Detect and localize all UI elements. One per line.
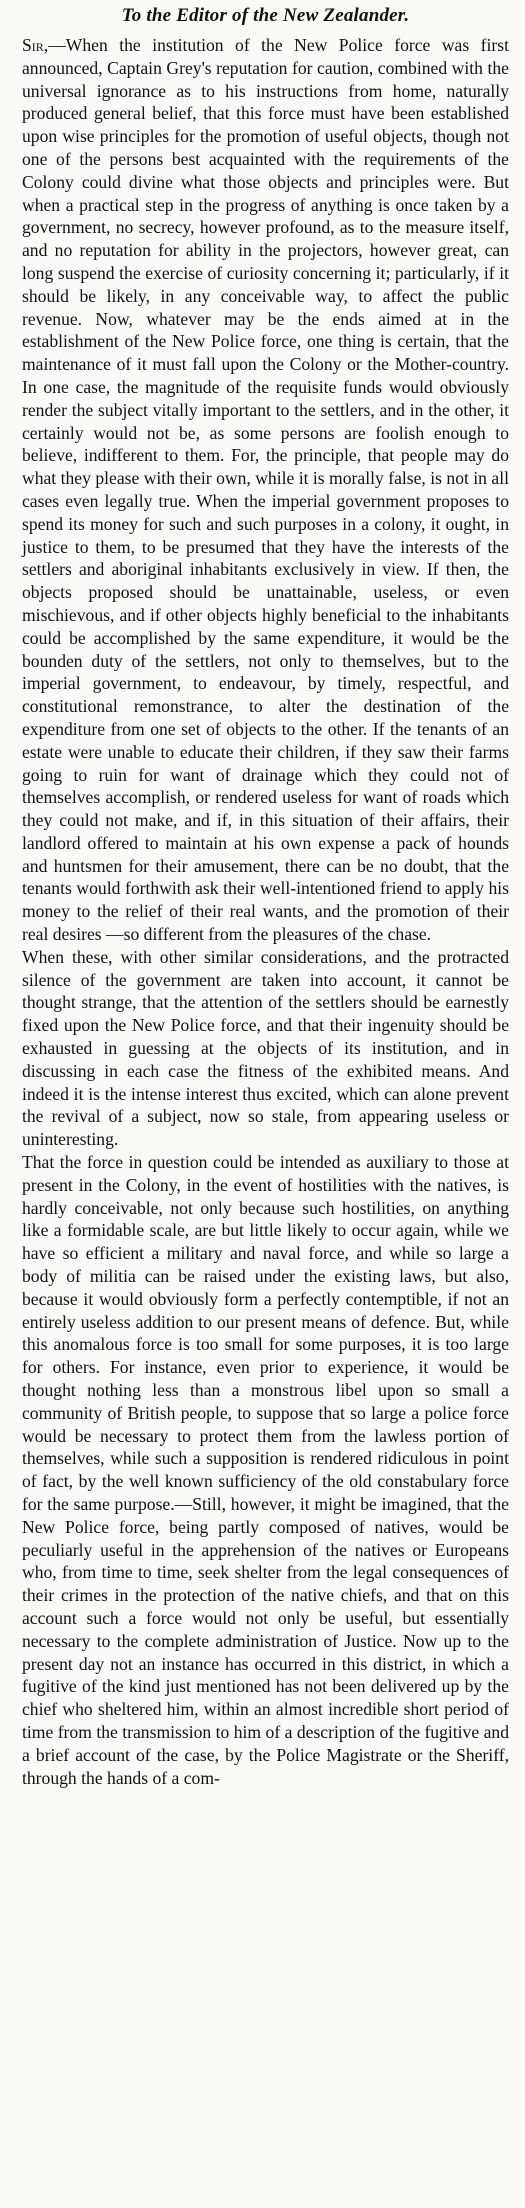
letter-paragraph-1: [22, 34, 509, 946]
paragraph-1-text: —When the institution of the New Police force was first announced, Captain Grey's reputation for caution, combined with the universal ignorance as to his instructions from home, naturally produced general belief, that this force must have been established upon wise principles for the promotion of useful objects, though not one of the persons best acquainted with the requirements of the Colony could divine what those objects and principles were. But when a practical step in the progress of anything is once taken by a government, no secrecy, however profound, as to the measure itself, and no reputation for ability in the projectors, however great, can long suspend the exercise of curiosity concerning it; particularly, if it should be likely, in any conceivable way, to affect the public revenue. Now, whatever may be the ends aimed at in the establishment of the New Police force, one thing is certain, that the maintenance of it must fall upon the Colony or the Mother-country. In one case, the magnitude of the requisite funds would obviously render the subject vitally important to the settlers, and in the other, it certainly would not be, as some persons are foolish enough to believe, indifferent to them. For, the principle, that people may do what they please with their own, while it is morally false, is not in all cases even legally true. When the imperial government proposes to spend its money for such and such purposes in a colony, it ought, in justice to them, to be presumed that they have the interests of the settlers and aboriginal inhabitants exclusively in view. If then, the objects proposed should be unattainable, useless, or even mischievous, and if other objects highly beneficial to the inhabitants could be accomplished by the same expenditure, it would be the bounden duty of the settlers, not only to themselves, but to the imperial government, to endeavour, by timely, respectful, and constitutional remonstrance, to alter the destination of the expenditure from one set of objects to the other. If the tenants of an estate were unable to educate their children, if they saw their farms going to ruin for want of drainage which they could not of themselves accomplish, or rendered useless for want of roads which they could not make, and if, in this situation of their affairs, their landlord offered to maintain at his own expense a pack of hounds and huntsmen for their amusement, there can be no doubt, that the tenants would forthwith ask their well-intentioned friend to apply his money to the relief of their real wants, and the promotion of their real desires —so different from the pleasures of the chase.: [22, 35, 509, 945]
letter-heading: To the Editor of the New Zealander.: [121, 5, 410, 26]
letter-paragraph-2: When these, with other similar considerations, and the protracted silence of the government are taken into account, it cannot be thought strange, that the attention of the settlers should be earnestly fixed upon the New Police force, and that their ingenuity should be exhausted in guessing at the objects of its institution, and in discussing in each case the fitness of the exhibited means. And indeed it is the intense interest thus excited, which can alone prevent the revival of a subject, now so stale, from appearing useless or uninteresting.: [22, 946, 509, 1150]
salutation: Sir,: [22, 35, 49, 55]
letter-paragraph-3: That the force in question could be intended as auxiliary to those at present in the Colony, in the event of hostilities with the natives, is hardly conceivable, not only because such hostilities, on anything like a formidable scale, are but little likely to occur again, while we have so efficient a military and naval force, and while so large a body of militia can be raised under the existing laws, but also, because it would obviously form a perfectly contemptible, if not an entirely useless addition to our present means of defence. But, while this anomalous force is too small for some purposes, it is too large for others. For instance, even prior to experience, it would be thought nothing less than a monstrous libel upon so small a community of British people, to suppose that so large a police force would be necessary to protect them from the lawless portion of themselves, while such a supposition is rendered ridiculous in point of fact, by the well known sufficiency of the old constabulary force for the same purpose.—Still, however, it might be imagined, that the New Police force, being partly composed of natives, would be peculiarly useful in the apprehension of the natives or Europeans who, from time to time, seek shelter from the legal consequences of their crimes in the protection of the native chiefs, and that on this account such a force would not only be useful, but essentially necessary to the complete administration of Justice. Now up to the present day not an instance has occurred in this district, in which a fugitive of the kind just mentioned has not been delivered up by the chief who sheltered him, within an almost incredible short period of time from the transmission to him of a description of the fugitive and a brief account of the case, by the Police Magistrate or the Sheriff, through the hands of a com-: [22, 1152, 509, 1788]
